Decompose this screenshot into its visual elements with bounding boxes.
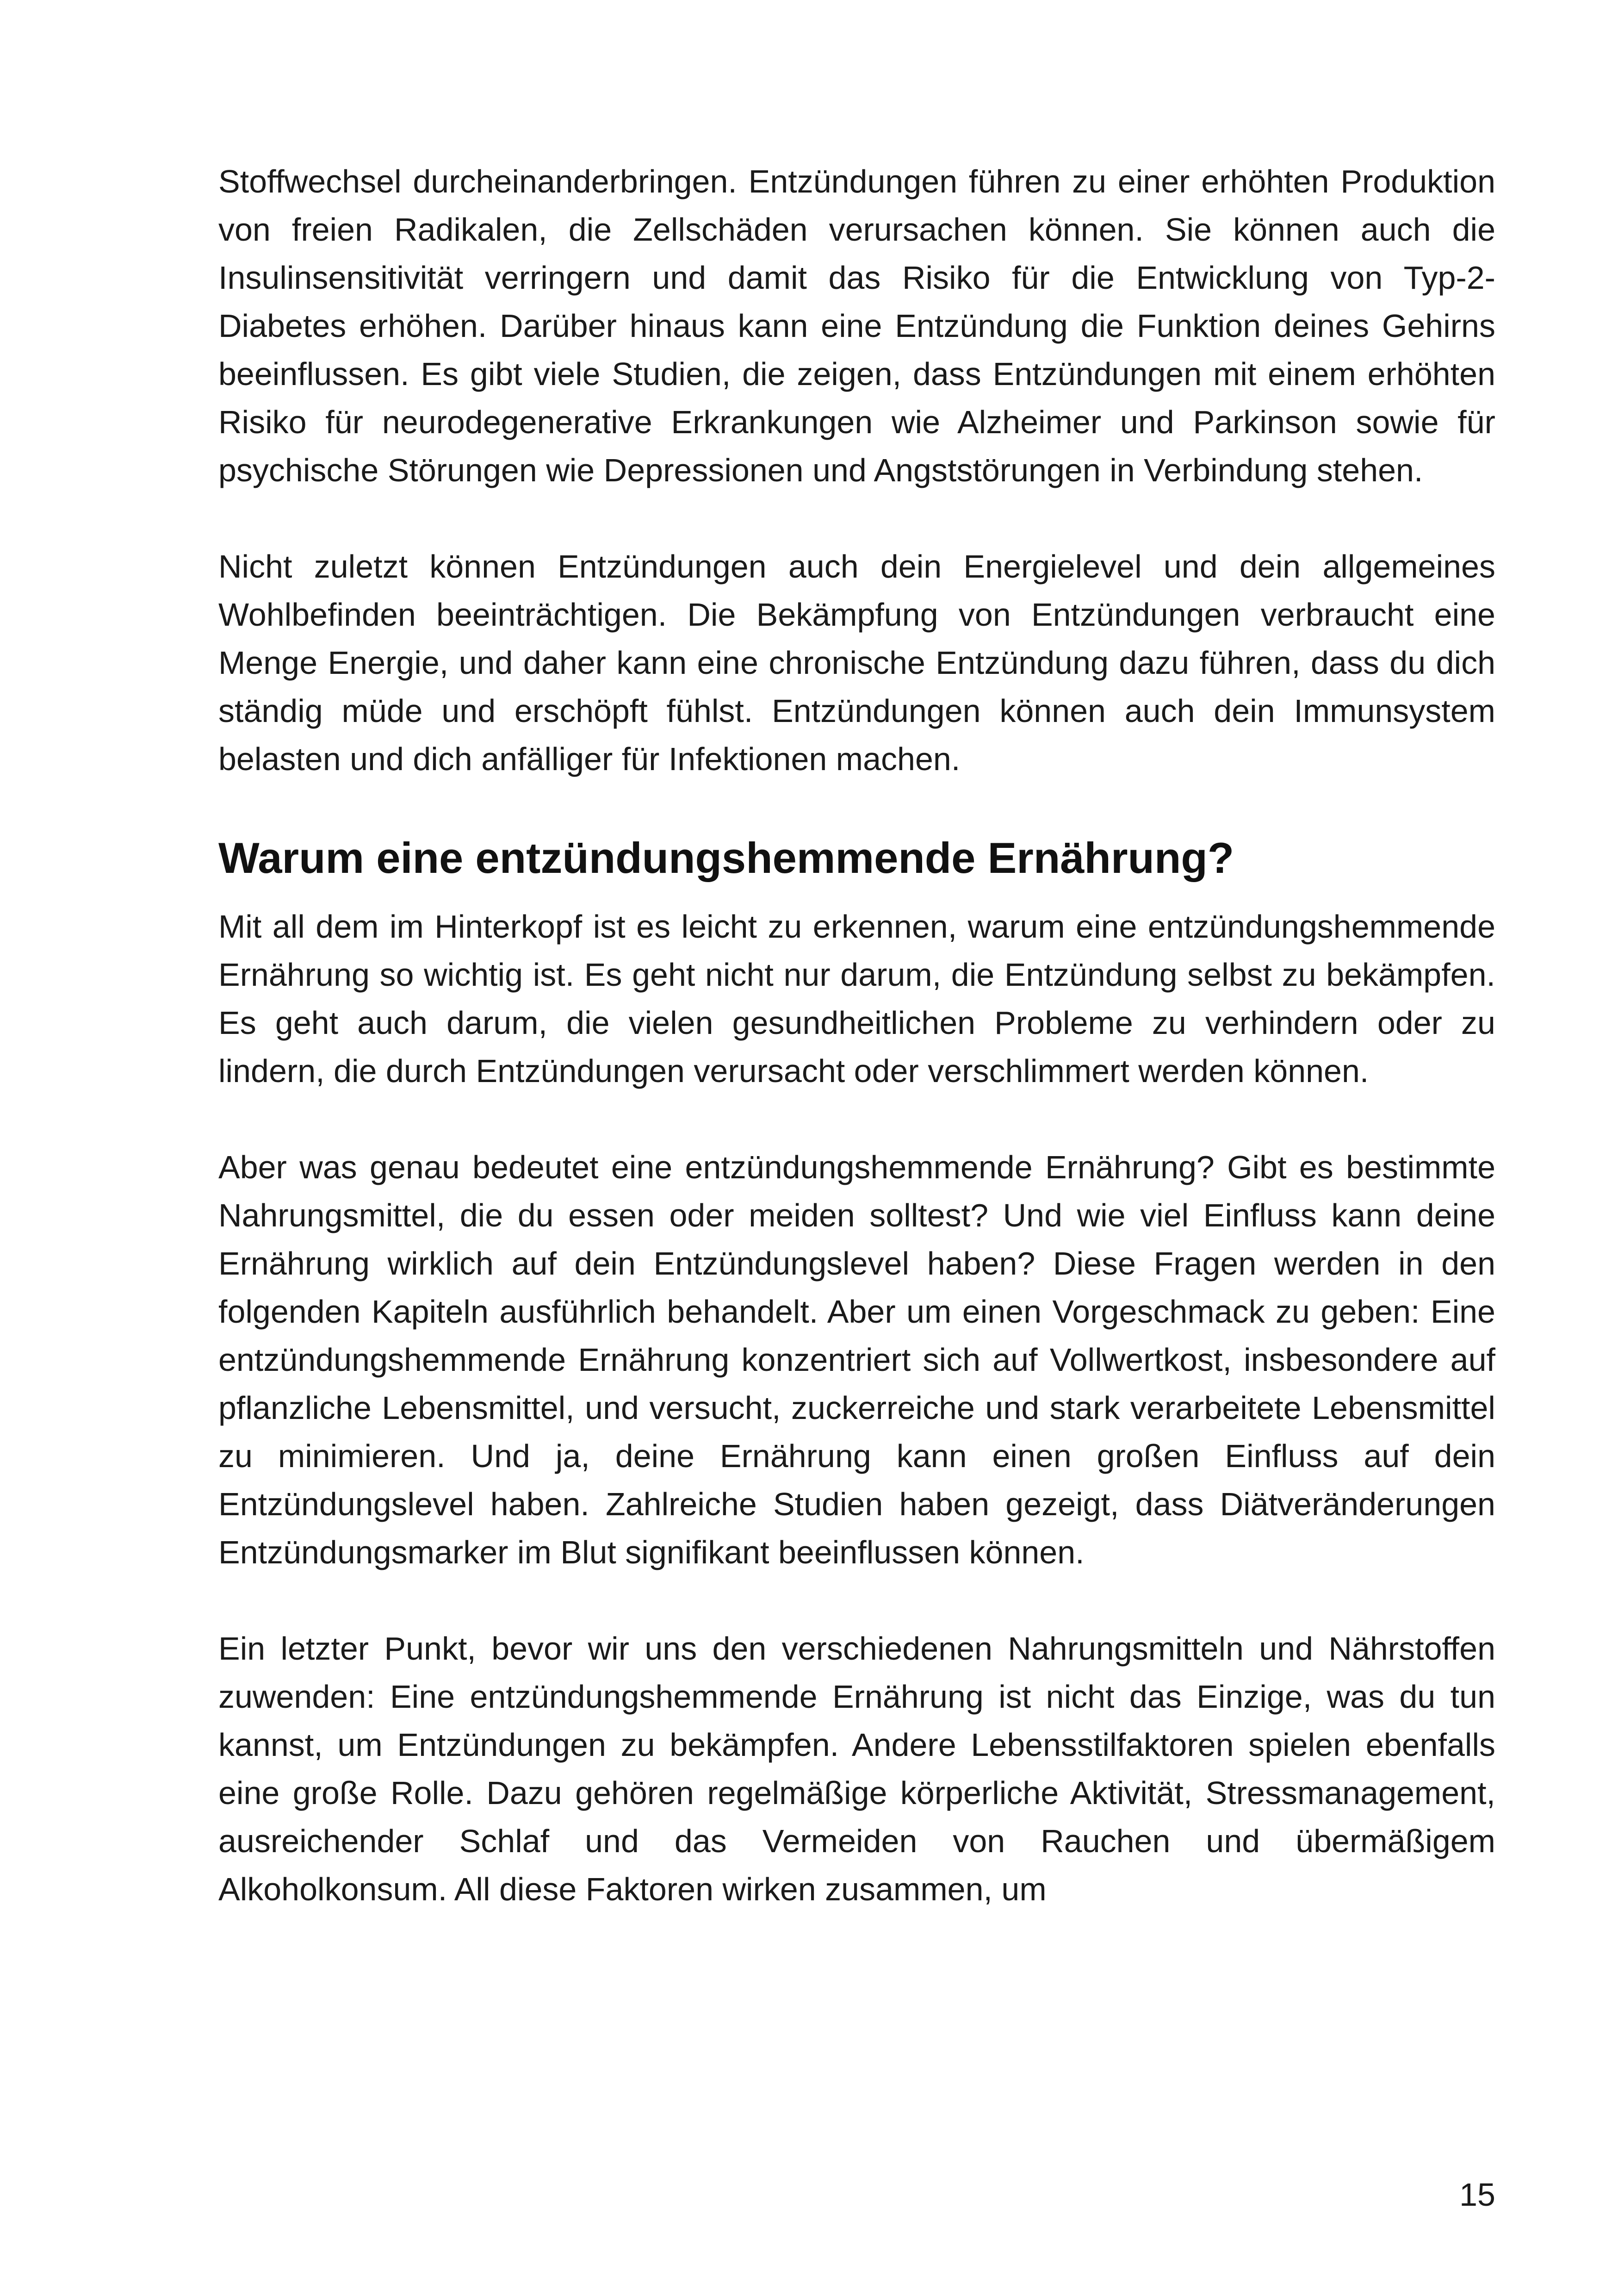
paragraph-metabolism: Stoffwechsel durcheinanderbringen. Entzündungen führen zu einer erhöhten Produktion von freien Radikalen, die Zellschäden verursachen können. Sie können auch die Insulinsensitivität verringern und damit das Risiko für die Entwicklung von Typ-2-Diabetes erhöhen. Darüber hinaus kann eine Entzündung die Funktion deines Gehirns beeinflussen. Es gibt viele Studien, die zeigen, dass Entzündungen mit einem erhöhten Risiko für neurodegenerative Erkrankungen wie Alzheimer und Parkinson sowie für psychische Störungen wie Depressionen und Angststörungen in Verbindung stehen. [218, 163, 1495, 488]
paragraph-last-point: Ein letzter Punkt, bevor wir uns den verschiedenen Nahrungsmitteln und Nährstoffen zuwenden: Eine entzündungshemmende Ernährung ist nicht das Einzige, was du tun kannst, um Entzündungen zu bekämpfen. Andere Lebensstilfaktoren spielen ebenfalls eine große Rolle. Dazu gehören regelmäßige körperliche Aktivität, Stressmanagement, ausreichender Schlaf und das Vermeiden von Rauchen und übermäßigem Alkoholkonsum. All diese Faktoren wirken zusammen, um [218, 1630, 1495, 1907]
section-heading: Warum eine entzündungshemmende Ernährung? [218, 834, 1234, 882]
page-number: 15 [1459, 2177, 1495, 2213]
paragraph-what-means: Aber was genau bedeutet eine entzündungshemmende Ernährung? Gibt es bestimmte Nahrungsmittel, die du essen oder meiden solltest? Und wie viel Einfluss kann deine Ernährung wirklich auf dein Entzündungslevel haben? Diese Fragen werden in den folgenden Kapiteln ausführlich behandelt. Aber um einen Vorgeschmack zu geben: Eine entzündungshemmende Ernährung konzentriert sich auf Vollwertkost, insbesondere auf pflanzliche Lebensmittel, und versucht, zuckerreiche und stark verarbeitete Lebensmittel zu minimieren. Und ja, deine Ernährung kann einen großen Einfluss auf dein Entzündungslevel haben. Zahlreiche Studien haben gezeigt, dass Diätveränderungen Entzündungsmarker im Blut signifikant beeinflussen können. [218, 1149, 1495, 1570]
paragraph-why-diet: Mit all dem im Hinterkopf ist es leicht zu erkennen, warum eine entzündungshemmende Ernährung so wichtig ist. Es geht nicht nur darum, die Entzündung selbst zu bekämpfen. Es geht auch darum, die vielen gesundheitlichen Probleme zu verhindern oder zu lindern, die durch Entzündungen verursacht oder verschlimmert werden können. [218, 908, 1495, 1089]
page-content [218, 157, 1495, 1913]
paragraph-energy: Nicht zuletzt können Entzündungen auch dein Energielevel und dein allgemeines Wohlbefinden beeinträchtigen. Die Bekämpfung von Entzündungen verbraucht eine Menge Energie, und daher kann eine chronische Entzündung dazu führen, dass du dich ständig müde und erschöpft fühlst. Entzündungen können auch dein Immunsystem belasten und dich anfälliger für Infektionen machen. [218, 548, 1495, 777]
